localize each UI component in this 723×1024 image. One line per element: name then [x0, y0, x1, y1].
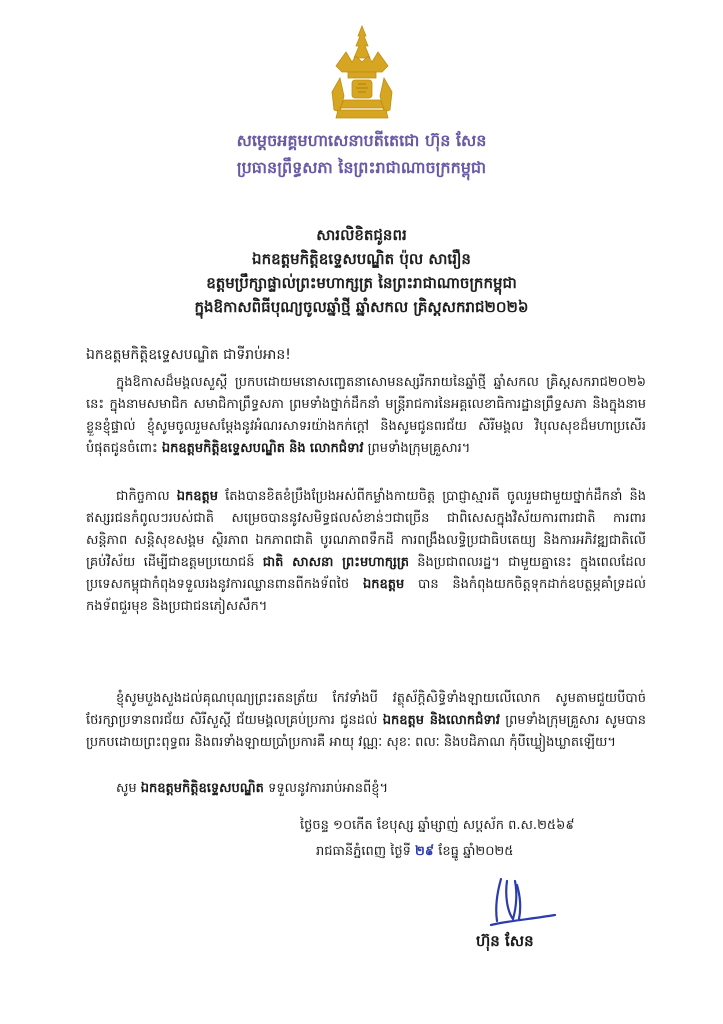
sender-title: សម្តេចអគ្គមហាសេនាបតីតេជោ ហ៊ុន សែន — [236, 131, 487, 150]
signature-icon — [487, 875, 559, 931]
occasion-line: ក្នុងឱកាសពិធីបុណ្យចូលឆ្នាំថ្មី ឆ្នាំសកល គ្រិស្តសករាជ២០២៦ — [194, 298, 529, 316]
salutation: ឯកឧត្តមកិត្តិឧទ្ទេសបណ្ឌិត ជាទីរាប់អាន! — [86, 347, 291, 363]
handwritten-day: ២៩ — [415, 844, 435, 859]
royal-emblem-icon — [322, 22, 402, 126]
sender-office: ប្រធានព្រឹទ្ធសភា នៃព្រះរាជាណាចក្រកម្ពុជា — [236, 158, 487, 177]
closing-line: សូម ឯកឧត្តមកិត្តិឧទ្ទេសបណ្ឌិត ទទួលនូវការរាប់អានពីខ្ញុំ។ — [116, 781, 389, 796]
letter-title: សារលិខិតជូនពរ — [316, 226, 407, 244]
lunar-date: ថ្ងៃចន្ទ ១០កើត ខែបុស្ស ឆ្នាំម្សាញ់ សប្តស័ក ព.ស.២៥៦៩ — [300, 818, 575, 833]
recipient-position: ឧត្តមប្រឹក្សាផ្ទាល់ព្រះមហាក្សត្រ នៃព្រះរាជាណាចក្រកម្ពុជា — [206, 274, 517, 292]
paragraph-2: ជាកិច្ចកាល ឯកឧត្តម តែងបានខិតខំប្រឹងប្រែងអស់ពីកម្លាំងកាយចិត្ត ប្រាជ្ញាស្មារតី ចូលរួមជាមួយថ្នាក់ដឹកនាំ និងឥស្សរជនកំពូលៗរបស់ជាតិ សម្រេចបាននូវសមិទ្ធផលសំខាន់ៗជាច្រើន ជាពិសេសក្នុងវិស័យការពារជាតិ ការពារសន្តិភាព សន្តិសុខសង្គម ស្ថិរភាព ឯកភាពជាតិ បូរណភាពទឹកដី ការពង្រឹងលទ្ធិប្រជាធិបតេយ្យ និងការអភិវឌ្ឍជាតិលើគ្រប់វិស័យ ដើម្បីជាឧត្តមប្រយោជន៍ ជាតិ សាសនា ព្រះមហាក្សត្រ និងប្រជាពលរដ្ឋ។ ជាមួយគ្នានេះ ក្នុងពេលដែលប្រទេសកម្ពុជាកំពុងទទួលរងនូវការឈ្លានពានពីកងទ័ពថៃ ឯកឧត្តម បាន និងកំពុងយកចិត្តទុកដាក់ឧបត្ថម្ភគាំទ្រដល់កងទ័ពជួរមុខ និងប្រជាជនភៀសសឹក។ — [86, 489, 646, 614]
paragraph-3: ខ្ញុំសូមបួងសួងដល់គុណបុណ្យព្រះរតនត្រ័យ កែវទាំងបី វត្ថុស័ក្តិសិទ្ធិទាំងឡាយលើលោក សូមតាមជួយបីបាច់ថែរក្សាប្រទានពរជ័យ សិរីសួស្តី ជ័យមង្គលគ្រប់ប្រការ ជូនដល់ ឯកឧត្តម និងលោកជំទាវ ព្រមទាំងក្រុមគ្រួសារ សូមបានប្រកបដោយព្រះពុទ្ធពរ និងពរទាំងឡាយប្រាំប្រការគឺ អាយុ វណ្ណៈ សុខៈ ពលៈ និងបដិភាណ កុំបីឃ្លៀងឃ្លាតឡើយ។ — [86, 691, 647, 750]
place-date: រាជធានីភ្នំពេញ ថ្ងៃទី ២៩ ខែធ្នូ ឆ្នាំ២០២៥ — [316, 844, 514, 859]
recipient-name: ឯកឧត្តមកិត្តិឧទ្ទេសបណ្ឌិត ប៉ុល សារឿន — [252, 250, 471, 268]
paragraph-1: ក្នុងឱកាសដ៏មង្គលសួស្តី ប្រកបដោយមនោសញ្ចេតនាសោមនស្សរីករាយនៃឆ្នាំថ្មី ឆ្នាំសកល គ្រិស្តសករាជ២០២៦ នេះ ក្នុងនាមសមាជិក សមាជិកាព្រឹទ្ធសភា ព្រមទាំងថ្នាក់ដឹកនាំ មន្ត្រីរាជការនៃអគ្គលេខាធិការដ្ឋានព្រឹទ្ធសភា និងក្នុងនាមខ្លួនខ្ញុំផ្ទាល់ ខ្ញុំសូមចូលរួមសម្តែងនូវអំណរសាទរយ៉ាងកក់ក្តៅ និងសូមជូនពរជ័យ សិរីមង្គល វិបុលសុខដ៏មហាប្រសើរបំផុតជូនចំពោះ ឯកឧត្តមកិត្តិឧទ្ទេសបណ្ឌិត និង លោកជំទាវ ព្រមទាំងក្រុមគ្រួសារ។ — [86, 375, 646, 456]
signer-name: ហ៊ុន សែន — [476, 932, 534, 950]
